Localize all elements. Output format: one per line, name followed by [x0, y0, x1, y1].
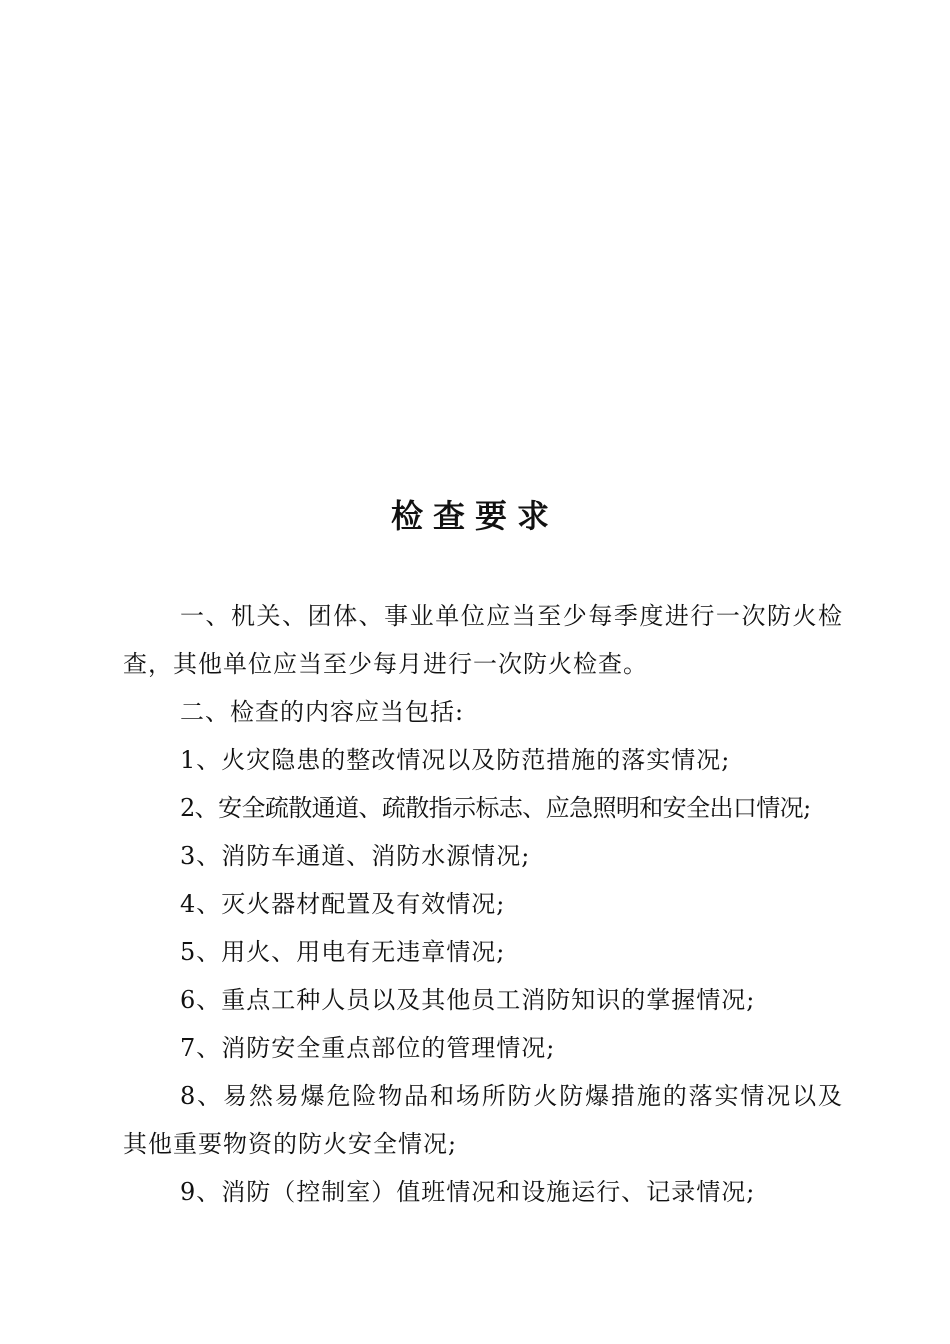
list-item: 7、消防安全重点部位的管理情况;	[180, 1034, 556, 1062]
list-item: 3、消防车通道、消防水源情况;	[180, 842, 531, 870]
document-title: 检查要求	[390, 497, 559, 535]
document-body	[123, 592, 843, 1216]
list-item: 9、消防（控制室）值班情况和设施运行、记录情况;	[180, 1178, 756, 1206]
list-item: 5、用火、用电有无违章情况;	[180, 938, 506, 966]
list-item: 2、安全疏散通道、疏散指示标志、应急照明和安全出口情况;	[180, 794, 811, 822]
list-item: 8、易然易爆危险物品和场所防火防爆措施的落实情况以及其他重要物资的防火安全情况;	[123, 1082, 843, 1158]
paragraph-inspection-content-heading: 二、检查的内容应当包括:	[180, 698, 465, 726]
paragraph-inspection-frequency: 一、机关、团体、事业单位应当至少每季度进行一次防火检查，其他单位应当至少每月进行一次防火检查。	[123, 602, 843, 678]
list-item: 1、火灾隐患的整改情况以及防范措施的落实情况;	[180, 746, 731, 774]
list-item: 6、重点工种人员以及其他员工消防知识的掌握情况;	[180, 986, 756, 1014]
list-item: 4、灭火器材配置及有效情况;	[180, 890, 506, 918]
